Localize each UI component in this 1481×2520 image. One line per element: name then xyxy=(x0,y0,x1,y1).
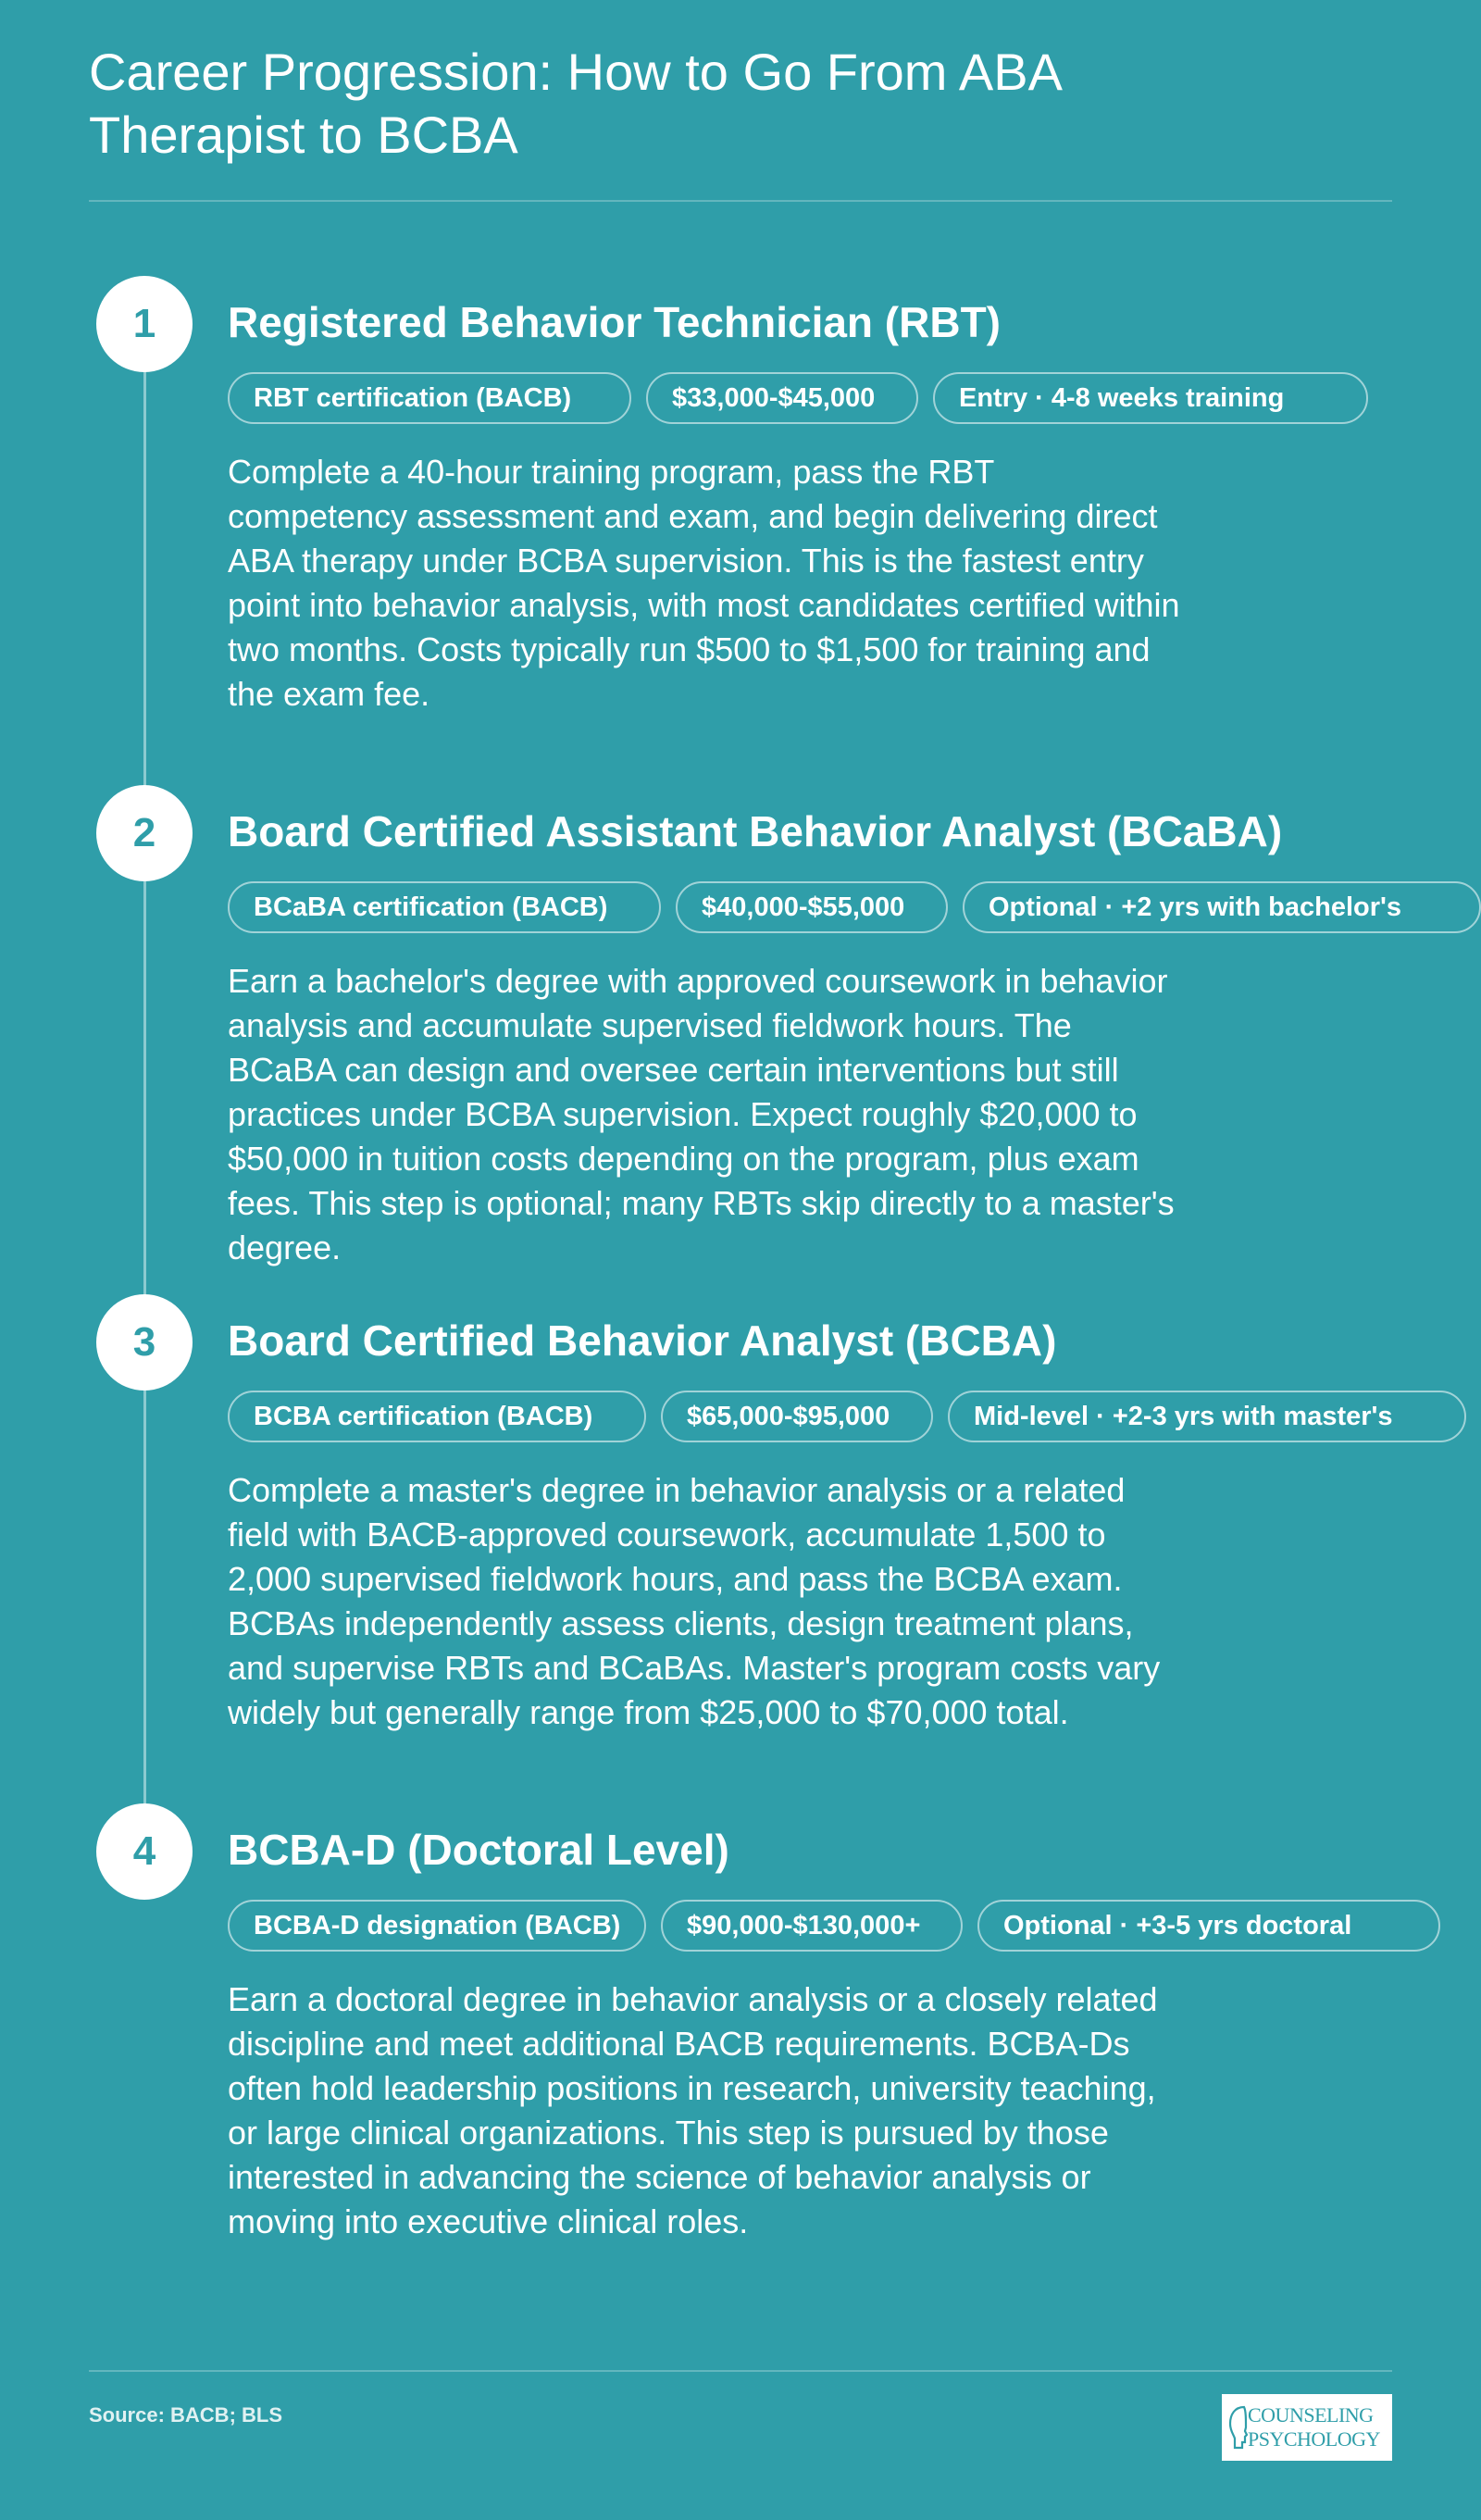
level-tag: Entry · 4-8 weeks training xyxy=(933,372,1368,424)
certification-tag: BCaBA certification (BACB) xyxy=(228,881,661,933)
step-tags xyxy=(228,372,1368,424)
salary-tag: $90,000-$130,000+ xyxy=(661,1900,963,1952)
level-tag: Mid-level · +2-3 yrs with master's xyxy=(948,1391,1466,1442)
step-description: Earn a bachelor's degree with approved coursework in behavior analysis and accumulate supervised fieldwork hours. The BCaBA can design and oversee certain interventions but still practices under BCBA supervision. Expect roughly $20,000 to $50,000 in tuition costs depending on the program, plus exam fees. This step is optional; many RBTs skip directly to a master's degree. xyxy=(228,962,1175,1266)
logo-line-2: PSYCHOLOGY xyxy=(1248,2427,1380,2451)
step-description: Earn a doctoral degree in behavior analysis or a closely related discipline and meet additional BACB requirements. BCBA-Ds often hold leadership positions in research, university teaching, or large clinical organizations. This step is pursued by those interested in advancing the science of behavior analysis or moving into executive clinical roles. xyxy=(228,1980,1158,2240)
step-description: Complete a master's degree in behavior analysis or a related field with BACB-approved coursework, accumulate 1,500 to 2,000 supervised fieldwork hours, and pass the BCBA exam. BCBAs independently assess clients, design treatment plans, and supervise RBTs and BCaBAs. Master's program costs vary widely but generally range from $25,000 to $70,000 total. xyxy=(228,1471,1161,1731)
salary-tag: $40,000-$55,000 xyxy=(676,881,948,933)
step-tags xyxy=(228,881,1481,933)
step-description: Complete a 40-hour training program, pass the RBT competency assessment and exam, and begin delivering direct ABA therapy under BCBA supervision. This is the fastest entry point into behavior analysis, with most candidates certified within two months. Costs typically run $500 to $1,500 for training and the exam fee. xyxy=(228,453,1180,713)
step-number-badge: 2 xyxy=(96,785,193,881)
head-profile-icon xyxy=(1227,2401,1248,2453)
timeline-line xyxy=(143,324,146,1852)
salary-tag: $33,000-$45,000 xyxy=(646,372,918,424)
certification-tag: BCBA-D designation (BACB) xyxy=(228,1900,646,1952)
footer-divider xyxy=(89,2370,1392,2372)
step-title: BCBA-D (Doctoral Level) xyxy=(228,1826,729,1874)
step-title: Board Certified Assistant Behavior Analyst (BCaBA) xyxy=(228,807,1283,855)
step-title: Registered Behavior Technician (RBT) xyxy=(228,298,1001,346)
level-tag: Optional · +2 yrs with bachelor's xyxy=(963,881,1481,933)
level-tag: Optional · +3-5 yrs doctoral xyxy=(977,1900,1440,1952)
counseling-psychology-logo[interactable] xyxy=(1222,2394,1392,2461)
page-title: Career Progression: How to Go From ABA Therapist to BCBA xyxy=(89,43,1060,164)
step-number-badge: 3 xyxy=(96,1294,193,1391)
step-tags xyxy=(228,1900,1440,1952)
logo-line-1: COUNSELING xyxy=(1248,2403,1374,2426)
certification-tag: BCBA certification (BACB) xyxy=(228,1391,646,1442)
header-divider xyxy=(89,200,1392,202)
step-tags xyxy=(228,1391,1466,1442)
step-number-badge: 4 xyxy=(96,1803,193,1900)
logo-text xyxy=(1248,2403,1380,2451)
step-number-badge: 1 xyxy=(96,276,193,372)
salary-tag: $65,000-$95,000 xyxy=(661,1391,933,1442)
step-title: Board Certified Behavior Analyst (BCBA) xyxy=(228,1316,1057,1365)
source-note: Source: BACB; BLS xyxy=(89,2403,283,2426)
certification-tag: RBT certification (BACB) xyxy=(228,372,631,424)
